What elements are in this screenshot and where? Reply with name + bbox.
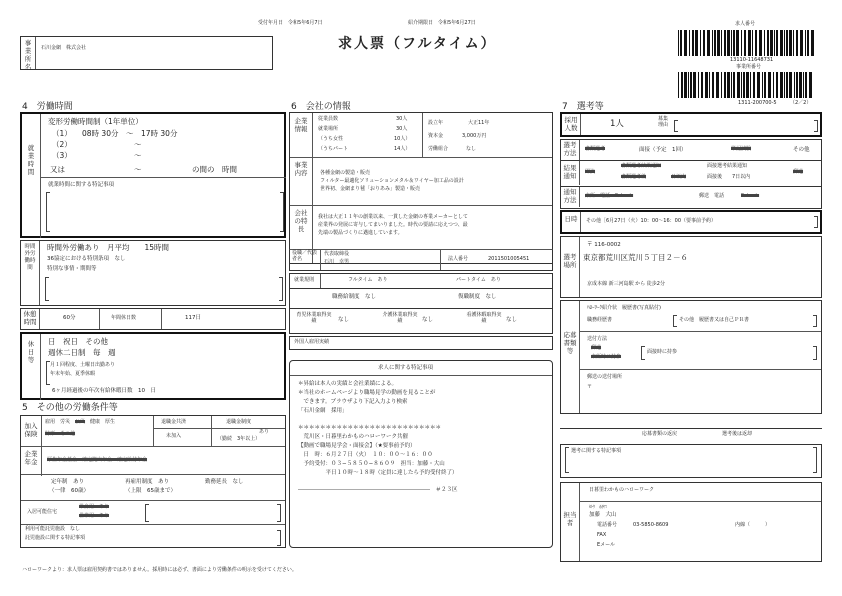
- send-post: 郵送: [591, 345, 602, 351]
- feature-3: 先端の製品づくりに邁進しています。: [318, 230, 403, 236]
- site: 30人: [396, 126, 408, 132]
- fax-label: FAX: [597, 532, 607, 538]
- office-number-barcode: [678, 72, 816, 98]
- union: なし: [466, 146, 477, 152]
- paid-leave: 6ヶ月経過後の年次有給休暇日数 10 日: [52, 388, 156, 394]
- mutual-aid-label: 退職金共済: [161, 419, 187, 425]
- capital-label: 資本金: [428, 133, 444, 139]
- selection-special-box: [560, 444, 822, 478]
- selection-place-label: 選考場所: [563, 253, 577, 270]
- founded-label: 設立年: [428, 120, 444, 126]
- work-hours-box: [20, 112, 286, 238]
- nursing-leave: なし: [506, 317, 518, 323]
- rules-part: パートタイム あり: [456, 277, 501, 283]
- housing-label: 入居可能住宅: [27, 509, 58, 515]
- staff-person: 加藤 大山: [589, 512, 617, 518]
- company-info-box: [289, 112, 553, 264]
- special-2: ＊当社のホームページより職場見学の動画を見ることが: [298, 390, 436, 396]
- hire-count-box: [560, 112, 822, 137]
- special-7: 【動画で職場見学会・面接会】（★要事前予約）: [298, 443, 416, 449]
- notify-methods: 郵送 電話: [699, 193, 725, 199]
- result-docs-after: 書類選考後: [621, 174, 647, 180]
- shift-system: 変形労働時間制（1年単位）: [48, 117, 143, 126]
- notify-struck: 来所 電話 Eメール: [585, 193, 634, 199]
- return-docs-label: 応募書類の返戻: [642, 431, 678, 437]
- overtime: 時間外労働あり 月平均 15時間: [47, 243, 170, 252]
- doc-2: 職務経歴書: [587, 317, 613, 323]
- selection-special-label: 選考に関する特記事項: [571, 448, 622, 454]
- childcare-leave: なし: [338, 317, 350, 323]
- leave-box: [289, 309, 553, 334]
- rep-label: 役職／代表者名: [292, 250, 318, 262]
- job-pay-system: 職務給制度 なし: [332, 294, 377, 300]
- childcare-note: 託児施設に関する特記事項: [25, 535, 86, 541]
- care-leave: なし: [422, 317, 434, 323]
- overtime-special: 特別な事情・期間等: [47, 266, 97, 272]
- method-other: その他: [793, 147, 810, 153]
- page-number: （2／2）: [790, 100, 812, 106]
- special-1: ＊昇給は本人の実績と会社業績による。: [298, 381, 398, 387]
- tel: 03-5850-8609: [633, 522, 669, 528]
- notify-label: 通知方法: [563, 188, 577, 205]
- business-name: 石川金網 株式会社: [41, 45, 87, 51]
- insurance-label: 加入保険: [24, 422, 38, 439]
- tel-label: 電話番号: [597, 522, 618, 528]
- job-special-notes-box: [289, 360, 553, 548]
- job-special-title: 求人に関する特記事項: [378, 365, 434, 371]
- feature-2: 産業界の発展に寄与してまいりました。時代の要請に応えつつ、最: [318, 222, 468, 228]
- reemploy-note: （上限 65歳まで）: [125, 488, 176, 494]
- foreign-box: [289, 336, 553, 350]
- shift2-no: （2）: [52, 140, 72, 149]
- received-date: 受付年月日 令和5年6月7日: [258, 20, 323, 26]
- special-9: 予約受付：０３−５８５０−８６０９ 担当：加藤・大山: [298, 461, 445, 467]
- holiday-label: 休日等: [27, 340, 35, 365]
- women: 10人）: [394, 136, 411, 142]
- founded: 大正11年: [468, 120, 490, 126]
- method-written: 筆記試験: [731, 146, 752, 152]
- result-days: 日以内: [671, 174, 687, 180]
- office-number-label: 事業所番号: [736, 64, 762, 70]
- retire-age-note: （一律 60歳）: [49, 488, 89, 494]
- shift3: 〜: [134, 151, 142, 160]
- result-box: [560, 161, 822, 187]
- section-7-title: 7 選考等: [562, 102, 604, 112]
- employees-label: 従業員数: [318, 116, 339, 122]
- result-interview-days: 面接後 7日以内: [707, 174, 751, 180]
- representative-box: [289, 249, 553, 271]
- doc-other: その他 履歴書又は自己ＰＲ書: [679, 317, 750, 323]
- rules-full: フルタイム あり: [348, 277, 388, 283]
- foreign-employment: 外国人雇用実績: [294, 339, 330, 345]
- special-3: できます。ブラウザより下記入力より検索: [298, 399, 408, 405]
- method-box: [560, 139, 822, 161]
- special-11: ―――――――――――――――――――――――― ＃２３区: [298, 487, 458, 493]
- send-visit: 来所時に持参: [591, 354, 622, 360]
- email-label: Eメール: [597, 542, 616, 548]
- notify-email: Eメール: [741, 193, 760, 199]
- doc-1: ﾊﾛｰﾜｰｸ紹介状 履歴書(写真貼付): [587, 305, 661, 311]
- holiday-box: [20, 332, 286, 400]
- selection-date: その他［6月27日（火）10：00〜16：00（要事前予約）: [586, 218, 716, 224]
- break-value: 60分: [63, 315, 76, 321]
- staff-label: 担当者: [563, 511, 577, 528]
- work-rules-box: [289, 273, 553, 289]
- rep-name: 石川 幸男: [324, 259, 350, 265]
- break-label: 休憩時間: [23, 310, 37, 327]
- result-label: 結果通知: [563, 164, 577, 181]
- business-name-label: 事業所名: [24, 39, 32, 72]
- section-4-title: 4 労働時間: [22, 102, 73, 112]
- housing-single: 単身用 あり: [79, 504, 110, 510]
- housing-family: 世帯用 あり: [79, 513, 110, 519]
- business-1: 各種金網の製造・販売: [320, 170, 371, 176]
- section-5-title: 5 その他の労働条件等: [22, 403, 118, 413]
- or-label: 又は: [50, 165, 65, 174]
- rules-label: 就業規則: [294, 277, 315, 283]
- job-number-label: 求人番号: [735, 21, 756, 27]
- pension-struck: 厚生年金基金 確定拠出年金 確定給付年金: [47, 457, 148, 463]
- business-2: フィルター最適化ソリューションメタル＆ワイヤー加工品の設計: [320, 178, 464, 184]
- method-interview: 面接（予定 1回）: [639, 147, 687, 153]
- special-6: 荒川区・日暮里わかものハローワーク共催: [298, 434, 409, 440]
- business-label: 事業内容: [294, 161, 308, 178]
- mutual-aid: 未加入: [166, 433, 182, 439]
- application-docs-label: 応募書類等: [563, 331, 577, 356]
- result-immediate: 即決: [585, 169, 596, 175]
- retirement: あり: [259, 429, 270, 435]
- send-method-label: 送付方法: [587, 336, 608, 342]
- childcare: 利用可能託児施設 なし: [25, 526, 81, 532]
- holiday-note-1: 月１回程度、土曜日出勤あり: [50, 362, 116, 368]
- or-tilde: 〜: [134, 165, 142, 174]
- notify-box: [560, 187, 822, 209]
- capital: 3,000万円: [462, 133, 487, 139]
- place-postal: 〒 116-0002: [587, 242, 621, 248]
- business-3: 世界初、金網まり毬「おりあみ」製造・販売: [320, 186, 421, 192]
- feature-label: 会社の特長: [294, 209, 308, 234]
- care-leave-label: 介護休業取得実績: [382, 312, 418, 324]
- hire-count: 1人: [610, 119, 624, 129]
- childcare-leave-label: 育児休業取得実績: [296, 312, 332, 324]
- special-10: 平日１０時〜１８時（定員に達したら予約受付終了）: [298, 470, 458, 476]
- nursing-leave-label: 看護休暇取得実績: [466, 312, 502, 324]
- staff-office: 日暮里わかものハローワーク: [589, 487, 655, 493]
- rehire-system: 復職制度 なし: [458, 294, 497, 300]
- application-docs-box: [560, 300, 822, 414]
- special-5: ＊＊＊＊＊＊＊＊＊＊＊＊＊＊＊＊＊＊＊＊＊＊＊＊＊＊: [298, 425, 442, 431]
- insurance-items: 雇用 労災 公災 健康 厚生: [45, 419, 116, 425]
- selection-date-label: 日時: [564, 215, 578, 223]
- page-title: 求人票（フルタイム）: [338, 36, 497, 52]
- part-label: （うちパート: [318, 146, 349, 152]
- section-6-title: 6 会社の情報: [291, 102, 351, 112]
- insurance-struck: 財形 その他: [45, 431, 76, 437]
- overtime-label: 時間外労働時間: [24, 244, 36, 271]
- weekly-system: 週休二日制 毎 週: [48, 348, 116, 357]
- retirement-note: （勤続 3年以上）: [217, 436, 261, 442]
- work-hours-side-label: 就業時間: [27, 144, 35, 177]
- reason-label: 募集理由: [658, 116, 669, 128]
- send-address-label: 郵送の送付場所: [587, 374, 623, 380]
- send-address-postal: 〒: [587, 384, 593, 390]
- special-8: 日 時：６月２７日（火） １０：００〜１６：００: [298, 452, 433, 458]
- send-interview: 面接時に持参: [647, 349, 678, 355]
- corp-no-label: 法人番号: [448, 256, 469, 262]
- break-box: [20, 308, 286, 330]
- employees: 30人: [396, 116, 408, 122]
- office-number: 1311-200700-5: [738, 100, 777, 106]
- staff-box: [560, 482, 822, 562]
- annual-holidays-label: 年間休日数: [111, 315, 137, 321]
- selection-place-box: [560, 236, 822, 298]
- retire-age: 定年制 あり: [51, 479, 85, 485]
- result-interview-notice: 面接選考結果通知: [707, 163, 748, 169]
- job-number-barcode: [678, 30, 816, 56]
- corp-no: 2011501005451: [488, 256, 530, 262]
- place-address: 東京都荒川区荒川５丁目２－６: [583, 253, 688, 262]
- reemploy: 再雇用制度 あり: [125, 479, 170, 485]
- shift2: 〜: [134, 140, 142, 149]
- shift1-no: （1）: [52, 129, 72, 138]
- footer-note: ハローワークより：求人票は雇用契約書ではありません。採用時には必ず、書面により労働条件の明示を受けてください。: [22, 567, 297, 573]
- result-post: 郵送: [793, 169, 804, 175]
- extension: 勤務延長 なし: [205, 479, 244, 485]
- systems-box: [289, 289, 553, 309]
- overtime-box: [20, 240, 286, 306]
- women-label: （うち女性: [318, 136, 344, 142]
- selection-date-box: [560, 210, 822, 234]
- feature-1: 我社は大正１１年の創業以来、一貫した金網の専業メーカーとして: [318, 214, 468, 220]
- company-info-label: 企業情報: [294, 117, 308, 134]
- job-number: 13110-11648731: [730, 57, 774, 63]
- hire-count-label: 採用人数: [564, 116, 578, 133]
- return-docs-row: [560, 428, 822, 440]
- rep-title: 代表取締役: [324, 251, 350, 257]
- place-access: 京成本線 新三河島駅 から 徒歩2分: [587, 281, 665, 287]
- intro-deadline: 紹介期限日 令和5年6月27日: [408, 20, 476, 26]
- retirement-label: 退職金制度: [226, 419, 252, 425]
- return-docs: 選考後は返却: [722, 431, 753, 437]
- method-docs: 書類選考: [585, 146, 606, 152]
- site-label: 就業場所: [318, 126, 339, 132]
- shift1: 08時 30分 〜 17時 30分: [82, 129, 178, 138]
- special-4: 「石川金網 採用」: [298, 408, 348, 414]
- business-name-box: [20, 36, 273, 70]
- part: 14人）: [394, 146, 411, 152]
- result-docs-notice: 書類選考結果通知: [621, 163, 662, 169]
- tel-ext: 内線（ ）: [735, 522, 771, 528]
- union-label: 労働組合: [428, 146, 449, 152]
- staff-kana: ｶﾄｳ ｵｵﾔﾏ: [589, 504, 607, 509]
- other-conditions-box: [20, 415, 286, 548]
- or-between: の間の 時間: [192, 165, 237, 174]
- holiday-note-2: 年末年始、夏季休暇: [50, 371, 96, 377]
- shift3-no: （3）: [52, 151, 72, 160]
- method-label: 選考方法: [563, 141, 577, 158]
- annual-holidays: 117日: [185, 315, 201, 321]
- work-hours-note-label: 就業時間に関する特記事項: [48, 182, 115, 188]
- holidays: 日 祝日 その他: [48, 337, 108, 346]
- overtime-36: 36協定における特別条項 なし: [47, 256, 126, 262]
- pension-label: 企業年金: [24, 450, 38, 467]
